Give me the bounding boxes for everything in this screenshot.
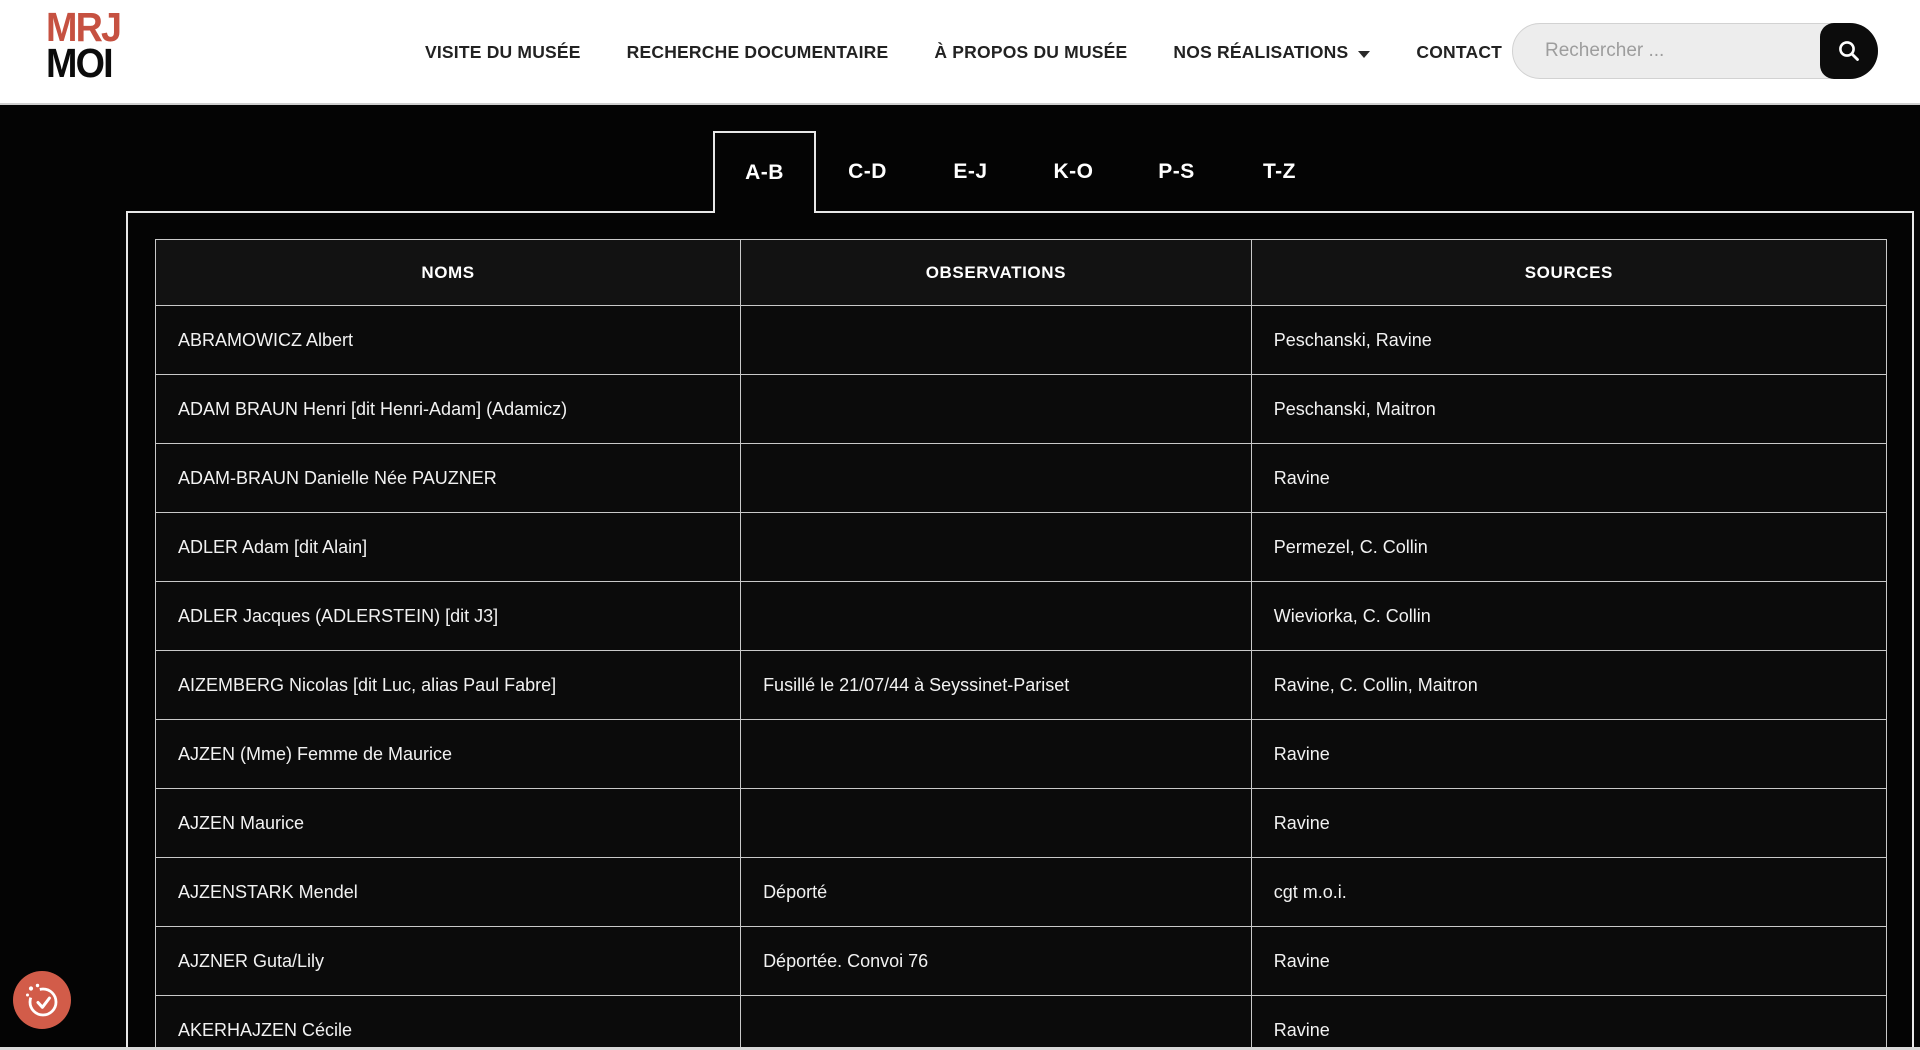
nav-item-label: À PROPOS DU MUSÉE — [934, 42, 1128, 62]
nav-item-visite-du-musee[interactable] — [425, 42, 581, 63]
cell-noms: ADLER Jacques (ADLERSTEIN) [dit J3] — [156, 582, 741, 651]
tab-c-d[interactable]: C-D — [848, 160, 887, 183]
table-row — [156, 651, 1887, 720]
cell-observations — [741, 513, 1252, 582]
nav-item-label: RECHERCHE DOCUMENTAIRE — [626, 42, 889, 62]
column-header-observations: OBSERVATIONS — [741, 240, 1252, 306]
cell-sources: Peschanski, Maitron — [1251, 375, 1886, 444]
nav-item-label: VISITE DU MUSÉE — [425, 42, 581, 62]
table-row — [156, 720, 1887, 789]
roster-table — [155, 239, 1887, 1050]
search-form — [1512, 23, 1878, 79]
column-header-sources: SOURCES — [1251, 240, 1886, 306]
logo-line-mrj: MRJ — [46, 4, 121, 50]
cell-sources: Ravine — [1251, 444, 1886, 513]
tab-e-j[interactable]: E-J — [953, 160, 988, 183]
cell-observations — [741, 375, 1252, 444]
site-logo[interactable] — [46, 4, 121, 86]
nav-item-recherche-documentaire[interactable] — [627, 42, 889, 63]
cell-sources: cgt m.o.i. — [1251, 858, 1886, 927]
table-row — [156, 858, 1887, 927]
site-header — [0, 0, 1920, 105]
table-row — [156, 582, 1887, 651]
table-row — [156, 444, 1887, 513]
cell-observations: Déportée. Convoi 76 — [741, 927, 1252, 996]
cell-noms: AJZEN (Mme) Femme de Maurice — [156, 720, 741, 789]
cell-noms: ADAM BRAUN Henri [dit Henri-Adam] (Adamicz) — [156, 375, 741, 444]
nav-item-label: CONTACT — [1416, 42, 1503, 62]
cell-observations — [741, 789, 1252, 858]
cell-sources: Peschanski, Ravine — [1251, 306, 1886, 375]
table-header-row — [156, 240, 1887, 306]
cell-noms: AKERHAJZEN Cécile — [156, 996, 741, 1050]
table-row — [156, 513, 1887, 582]
cell-observations: Déporté — [741, 858, 1252, 927]
cell-noms: ADLER Adam [dit Alain] — [156, 513, 741, 582]
cell-observations — [741, 996, 1252, 1050]
main-nav — [425, 0, 1502, 105]
content-panel — [126, 211, 1914, 1050]
cell-observations — [741, 444, 1252, 513]
cell-noms: AJZENSTARK Mendel — [156, 858, 741, 927]
cell-noms: ABRAMOWICZ Albert — [156, 306, 741, 375]
column-header-noms: NOMS — [156, 240, 741, 306]
cell-sources: Ravine — [1251, 720, 1886, 789]
cell-sources: Ravine — [1251, 996, 1886, 1050]
cell-noms: AJZEN Maurice — [156, 789, 741, 858]
cell-observations: Fusillé le 21/07/44 à Seyssinet-Pariset — [741, 651, 1252, 720]
cell-observations — [741, 720, 1252, 789]
tab-a-b[interactable]: A-B — [713, 131, 816, 213]
cookie-icon — [21, 979, 63, 1021]
tab-t-z[interactable]: T-Z — [1263, 160, 1296, 183]
tab-k-o[interactable]: K-O — [1053, 160, 1094, 183]
cell-sources: Ravine — [1251, 789, 1886, 858]
alphabet-tabs — [713, 131, 1331, 213]
cell-noms: ADAM-BRAUN Danielle Née PAUZNER — [156, 444, 741, 513]
table-row — [156, 306, 1887, 375]
cell-observations — [741, 582, 1252, 651]
nav-item-nos-realisations[interactable] — [1173, 42, 1370, 63]
cell-sources: Wieviorka, C. Collin — [1251, 582, 1886, 651]
cell-sources: Ravine, C. Collin, Maitron — [1251, 651, 1886, 720]
cell-sources: Permezel, C. Collin — [1251, 513, 1886, 582]
tab-p-s[interactable]: P-S — [1158, 160, 1195, 183]
cell-noms: AIZEMBERG Nicolas [dit Luc, alias Paul Fabre] — [156, 651, 741, 720]
nav-item-contact[interactable] — [1416, 42, 1502, 63]
search-icon — [1836, 38, 1862, 64]
cookie-consent-button[interactable] — [13, 971, 71, 1029]
table-row — [156, 375, 1887, 444]
cell-sources: Ravine — [1251, 927, 1886, 996]
cell-observations — [741, 306, 1252, 375]
search-button[interactable] — [1820, 23, 1878, 79]
table-row — [156, 789, 1887, 858]
logo-line-moi: MOI — [46, 39, 112, 86]
nav-item-label: NOS RÉALISATIONS — [1173, 42, 1349, 62]
chevron-down-icon — [1358, 51, 1370, 58]
cell-noms: AJZNER Guta/Lily — [156, 927, 741, 996]
table-row — [156, 996, 1887, 1050]
table-row — [156, 927, 1887, 996]
nav-item-a-propos-du-musee[interactable] — [934, 42, 1127, 63]
